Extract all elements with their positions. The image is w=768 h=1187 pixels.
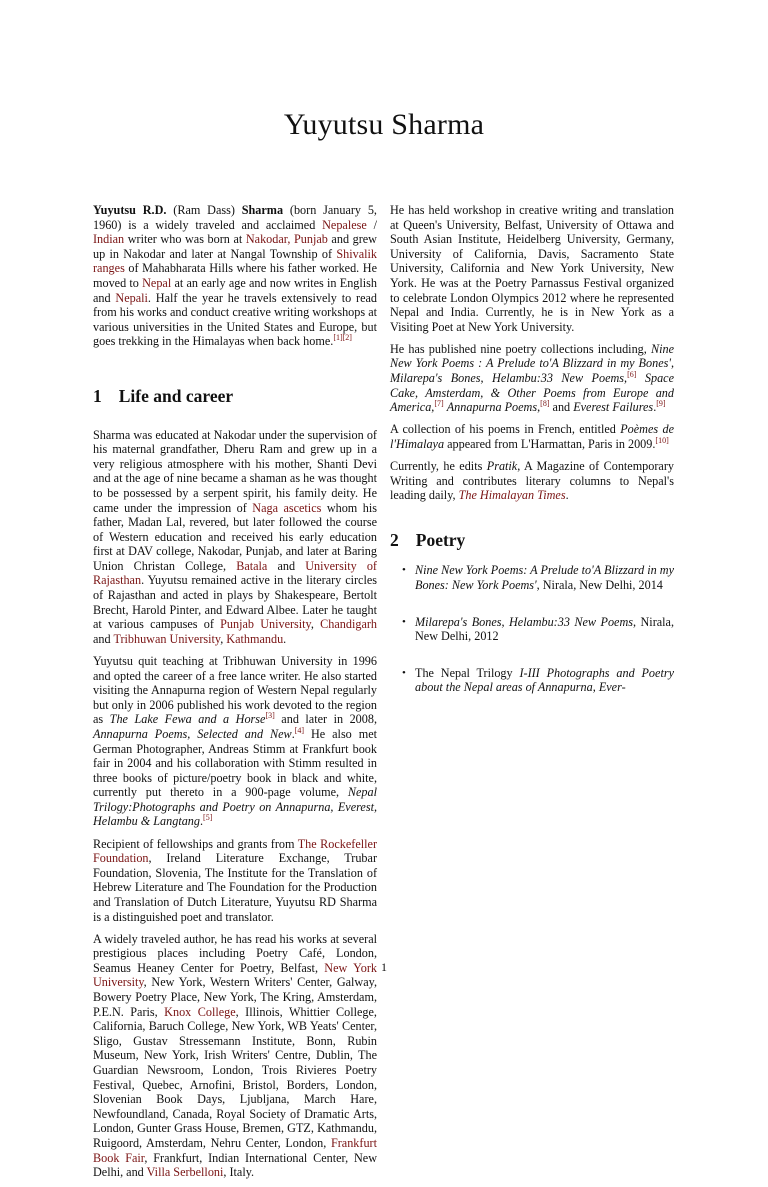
link-villa-serbelloni[interactable]: Villa Serbelloni [146, 1165, 224, 1180]
section-title: Life and career [118, 385, 234, 406]
life-paragraph-2: Yuyutsu quit teaching at Tribhuwan University in 1996 and opted the career of a free lance writer. He also started visiting the Annapurna region of Western Nepal regularly but only in 2006 published his work devoted to the region as The Lake Fewa and a Horse[3] and later in 2008, Annapurna Poems, Selected and New.[4] He also met German Photographer, Andreas Stimm at Frankfurt book fair in 2004 and his collaboration with Stimm resulted in three books of picture/poetry book in black and white, currently put thereto in a 900-page volume, Nepal Trilogy:Photographs and Poetry on Annapurna, Everest, Helambu & Langtang.[5] [93, 653, 378, 829]
list-item: • The Nepal Trilogy I-III Photographs and Poetry about the Nepal areas of Annapurna, Ever- [402, 665, 674, 695]
citation-ref[interactable]: [8] [540, 399, 550, 409]
list-item: • Milarepa's Bones, Helambu:33 New Poems, Nirala, New Delhi, 2012 [402, 614, 675, 644]
citation-ref[interactable]: [9] [656, 399, 666, 409]
link-shivalik-ranges[interactable]: Shivalik ranges [93, 246, 377, 276]
bullet-icon: • [402, 666, 406, 679]
citation-ref[interactable]: [1][2] [333, 333, 352, 343]
magazine-title: Pratik [486, 459, 518, 473]
book-title: Everest Failures [573, 400, 654, 415]
citation-ref[interactable]: [4] [294, 725, 305, 735]
link-frankfurt-book-fair[interactable]: Frankfurt Book Fair [93, 1135, 377, 1165]
french-collection-paragraph: A collection of his poems in French, entitled Poèmes de l'Himalaya appeared from L'Harmattan, Paris in 2009.[10] [390, 422, 675, 451]
book-title: Annapurna Poems, Selected and New [93, 726, 292, 741]
section-title: Poetry [415, 529, 466, 550]
page-title: Yuyutsu Sharma [283, 108, 485, 141]
left-column [93, 203, 377, 1187]
subject-name-first: Yuyutsu R.D. [93, 203, 167, 217]
link-naga-ascetics[interactable]: Naga ascetics [252, 500, 322, 515]
page-number: 1 [381, 960, 387, 974]
life-paragraph-1: Sharma was educated at Nakodar under the supervision of his maternal grandfather, Dheru Ram and grew up in a very religious atmosphere with his mother, Shanti Devi and at the age of nine became a shaman as he was thought to be possessed by a serpent spirit, his family deity. He came under the impression of Naga ascetics whom his father, Madan Lal, revered, but later followed the course of Western education and received his early education first at DAV college, Nakodar, Punjab, and later at Baring Union Christan College, Batala and University of Rajasthan. Yuyutsu remained active in the literary circles of Rajasthan and acted in plays by Shakespeare, Bertolt Brecht, Harold Pinter, and Edward Albee. Later he taught at various campuses of Punjab University, Chandigarh and Tribhuwan University, Kathmandu. [93, 427, 378, 646]
link-nepalese[interactable]: Nepalese [322, 217, 367, 232]
bullet-icon: • [402, 564, 406, 577]
citation-ref[interactable]: [5] [203, 813, 213, 823]
book-title: Nine New York Poems: A Prelude to'A Blizzard in my Bones: New York Poems' [415, 563, 674, 592]
intro-paragraph: Yuyutsu R.D. (Ram Dass) Sharma (born January 5, 1960) is a widely traveled and acclaimed Nepalese / Indian writer who was born at Nakodar, Punjab and grew up in Nakodar and later at Nangal Township of Shivalik ranges of Mahabharata Hills where his father worked. He moved to Nepal at an early age and now writes in English and Nepali. Half the year he travels extensively to read from his works and conduct creative writing workshops at various universities in the United States and Europe, but goes trekking in the Himalayas when back home.[1][2] [93, 203, 377, 349]
link-batala[interactable]: Batala [236, 558, 268, 573]
citation-ref[interactable]: [3] [265, 711, 275, 721]
editor-paragraph: Currently, he edits Pratik, A Magazine of Contemporary Writing and contributes literary columns to Nepal's leading daily, The Himalayan Times. [390, 459, 674, 503]
book-title: Space Cake, Amsterdam, & Other Poems from Europe and America, [390, 371, 674, 415]
link-chandigarh[interactable]: Chandigarh [320, 617, 378, 632]
book-title: I-III Photographs and Poetry about the Nepal areas of Annapurna, Ever- [415, 665, 674, 695]
link-nakodar-punjab[interactable]: Nakodar, Punjab [245, 232, 328, 247]
workshop-paragraph: He has held workshop in creative writing and translation at Queen's University, Belfast, University of Ottawa and South Asian Institute, Heidelberg University, Germany, University of California, Davis, Sacramento State University, California and New York University, New York. He was at the Poetry Parnassus Festival organized to celebrate London Olympics 2012 where he represented Nepal and India. Currently, he is in New York as a Visiting Poet at New York University. [390, 203, 674, 334]
section-heading-poetry [390, 529, 674, 550]
citation-ref[interactable]: [7] [434, 399, 444, 409]
book-title: Milarepa's Bones, Helambu:33 New Poems [415, 614, 633, 629]
list-item: • Nine New York Poems: A Prelude to'A Blizzard in my Bones: New York Poems', Nirala, New Delhi, 2014 [402, 563, 674, 592]
collections-paragraph: He has published nine poetry collections including, Nine New York Poems : A Prelude to'A Blizzard in my Bones', Milarepa's Bones, Helambu:33 New Poems,[6] Space Cake, Amsterdam, & Other Poems from Europe and America,[7] Annapurna Poems,[8] and Everest Failures.[9] [390, 341, 674, 415]
link-university-of-rajasthan[interactable]: University of Rajasthan [93, 558, 377, 588]
link-tribhuwan-university[interactable]: Tribhuwan University [113, 631, 221, 646]
link-kathmandu[interactable]: Kathmandu [226, 631, 284, 646]
link-knox-college[interactable]: Knox College [164, 1004, 236, 1019]
subject-name-last: Sharma [241, 203, 284, 217]
link-new-york-university[interactable]: New York University [93, 960, 377, 990]
book-title: Nepal Trilogy:Photographs and Poetry on Annapurna, Everest, Helambu & Langtang [93, 785, 377, 829]
link-nepali[interactable]: Nepali [115, 290, 148, 305]
link-the-himalayan-times[interactable]: The Himalayan Times [458, 488, 566, 503]
section-number: 2 [390, 529, 399, 550]
link-rockefeller-foundation[interactable]: The Rockefeller Foundation [93, 836, 377, 866]
section-number: 1 [93, 385, 102, 406]
book-title: Nine New York Poems : A Prelude to'A Blizzard in my Bones', Milarepa's Bones, Helambu:33 New Poems, [390, 341, 674, 386]
link-indian[interactable]: Indian [93, 232, 125, 247]
poetry-list [390, 563, 674, 695]
book-title: Poèmes de l'Himalaya [390, 422, 675, 451]
right-column [390, 203, 674, 717]
section-heading-life-and-career [93, 385, 377, 406]
bullet-icon: • [402, 615, 406, 628]
link-punjab-university[interactable]: Punjab University [220, 617, 311, 632]
citation-ref[interactable]: [6] [627, 369, 637, 379]
book-title: Annapurna Poems [446, 400, 538, 415]
life-paragraph-4: A widely traveled author, he has read his works at several prestigious places including Poetry Café, London, Seamus Heaney Center for Poetry, Belfast, New York University, New York, Western Writers' Center, Galway, Bowery Poetry Place, New York, The Kring, Amsterdam, P.E.N. Paris, Knox College, Illinois, Whittier College, California, Baruch College, New York, WB Yeats' Center, Sligo, Gustav Stressemann Institute, Bonn, Rubin Museum, New York, Irish Writers' Centre, Dublin, The Guardian Newsroom, London, Trois Rivieres Poetry Festival, Quebec, Arnofini, Bristol, Borders, London, Slovenian Book Days, Ljubljana, March Hare, Newfoundland, Canada, Royal Society of Dramatic Arts, London, Gunter Grass House, Bremen, GTZ, Kathmandu, Ruigoord, Amsterdam, Nehru Center, London, Frankfurt Book Fair, Frankfurt, Indian International Center, New Delhi, and Villa Serbelloni, Italy. [93, 931, 377, 1180]
book-title: The Lake Fewa and a Horse [109, 712, 266, 727]
citation-ref[interactable]: [10] [655, 435, 669, 445]
link-nepal[interactable]: Nepal [142, 275, 172, 290]
life-paragraph-3: Recipient of fellowships and grants from The Rockefeller Foundation, Ireland Literature Exchange, Trubar Foundation, Slovenia, The Institute for the Translation of Hebrew Literature and The Foundation for the Production and Translation of Dutch Literature, Yuyutsu RD Sharma is a distinguished poet and translator. [93, 836, 377, 924]
